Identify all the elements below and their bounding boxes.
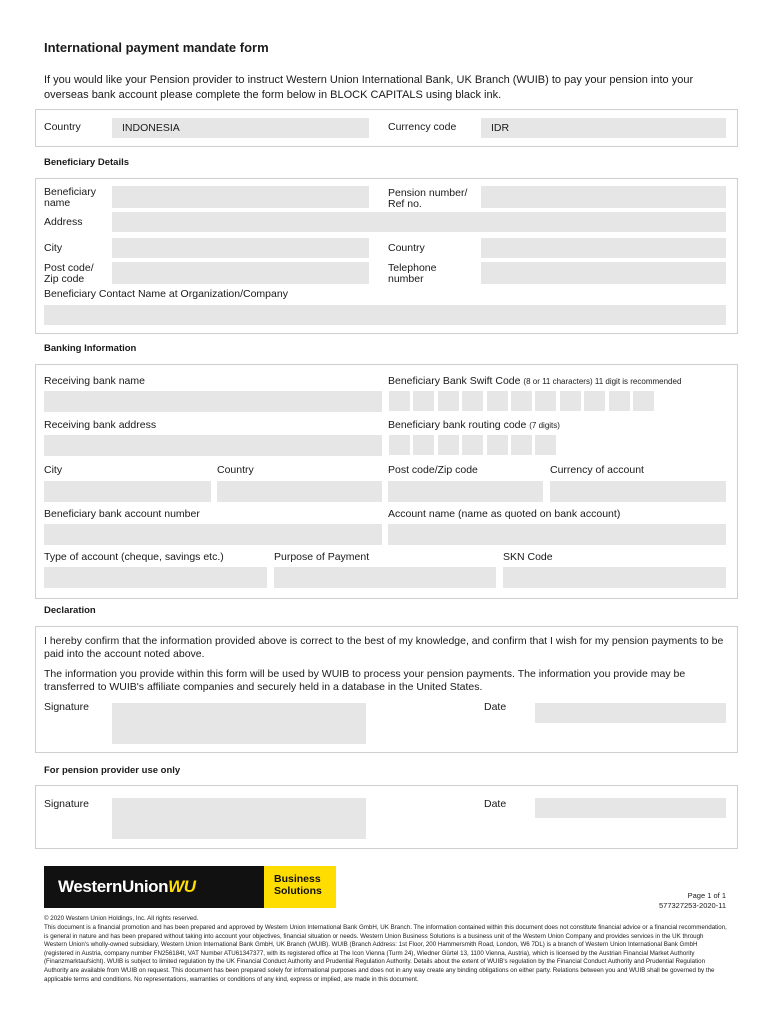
city-label: City [44,242,63,254]
bank-address-field[interactable] [44,435,382,456]
declaration-signature-field[interactable] [112,703,366,744]
routing-code-cell[interactable] [487,435,508,455]
postcode-label: Post code/ Zip code [44,262,94,285]
purpose-label: Purpose of Payment [274,551,370,563]
bank-address-label: Receiving bank address [44,419,157,431]
bank-country-field[interactable] [217,481,382,502]
swift-code-cell[interactable] [487,391,508,411]
beneficiary-name-label: Beneficiary name [44,186,96,209]
swift-code-cell[interactable] [560,391,581,411]
bank-city-field[interactable] [44,481,211,502]
swift-code-cell[interactable] [584,391,605,411]
document-code: 577327253-2020-11 [658,901,726,910]
routing-code-cell[interactable] [389,435,410,455]
provider-signature-label: Signature [44,798,89,810]
provider-heading: For pension provider use only [44,765,181,776]
bank-name-field[interactable] [44,391,382,412]
country-field[interactable]: INDONESIA [112,118,369,138]
banking-heading: Banking Information [44,343,137,354]
routing-code-cell[interactable] [438,435,459,455]
country-label: Country [44,121,81,133]
account-number-field[interactable] [44,524,382,545]
declaration-text-2: The information you provide within this form will be used by WUIB to process your pension payments. The information you provide may be transferred to WUIB's affiliate companies and securely held in a database in the United States. [44,668,686,693]
intro-text: If you would like your Pension provider to instruct Western Union International Bank, UK Branch (WUIB) to pay your pension into your overseas bank account please complete the form below in BLOCK CAPITALS using black ink. [44,74,694,101]
page-number: Page 1 of 1 [687,891,726,900]
beneficiary-country-field[interactable] [481,238,726,258]
provider-signature-field[interactable] [112,798,366,839]
postcode-field[interactable] [112,262,369,284]
routing-code-cell[interactable] [462,435,483,455]
beneficiary-heading: Beneficiary Details [44,157,130,168]
currency-code-field[interactable]: IDR [481,118,726,138]
legal-disclaimer: This document is a financial promotion and has been prepared and approved by Western Union International Bank GmbH, UK Branch. The information contained within this document does not constitute financial advice or a financial recommendation, is general in nature and has been prepared without taking into account your objectives, financial situation or needs. Western Union Business Solutions is a business unit of the Western Union Company and provides services in the UK through Western Union's wholly-owned subsidiary, Western Union International Bank GmbH, UK Branch (WUIB). WUIB (Branch Address: 1st Floor, 200 Hammersmith Road, London, W6 7DL) is a branch of Western Union International Bank GmbH (registered in Austria, company number FN256184t, VAT Number ATU61347377, with its registered office at The Icon Vienna (Turm 24), Wiedner Gürtel 13, 1100 Vienna, Austria), which is licensed by the Austrian Financial Market Authority (Finanzmarktaufsicht). WUIB is subject to limited regulation by the UK Financial Conduct Authority and Prudential Regulation Authority. Details about the extent of WUIB's regulation by the Financial Conduct Authority and Prudential Regulation Authority are available from WUIB on request. This document has been prepared solely for informational purposes and does not in any way create any binding obligations on either party. Relations between you and WUIB shall be governed by the applicable terms and conditions. No representations, warranties or conditions of any kind, express or implied, are made in this document. [44,924,727,983]
swift-code-cell[interactable] [511,391,532,411]
business-solutions-label: Business Solutions [274,873,322,897]
swift-code-cell[interactable] [389,391,410,411]
address-field[interactable] [112,212,726,232]
logo-yellow-panel [264,866,336,908]
page-title: International payment mandate form [44,40,269,55]
declaration-text-1: I hereby confirm that the information provided above is correct to the best of my knowledge, and confirm that I wish for my pension payments to be paid into the account noted above. [44,635,724,660]
routing-code-cell[interactable] [511,435,532,455]
provider-date-label: Date [484,798,507,810]
pension-number-field[interactable] [481,186,726,208]
contact-name-label: Beneficiary Contact Name at Organization/Company [44,288,288,300]
account-number-label: Beneficiary bank account number [44,508,200,520]
western-union-logo [44,866,336,908]
telephone-field[interactable] [481,262,726,284]
beneficiary-name-field[interactable] [112,186,369,208]
telephone-label: Telephone number [388,262,437,285]
logo-wordmark: WesternUnionWU [58,877,196,896]
declaration-signature-label: Signature [44,701,89,713]
account-currency-field[interactable] [550,481,726,502]
contact-name-field[interactable] [44,305,726,325]
swift-code-cell[interactable] [413,391,434,411]
swift-code-cell[interactable] [438,391,459,411]
account-name-field[interactable] [388,524,726,545]
declaration-date-field[interactable] [535,703,726,723]
routing-code-cell[interactable] [413,435,434,455]
skn-code-label: SKN Code [503,551,553,563]
currency-code-label: Currency code [388,121,457,133]
logo-black-panel [44,866,264,908]
city-field[interactable] [112,238,369,258]
address-label: Address [44,216,83,228]
declaration-heading: Declaration [44,605,96,616]
swift-code-cell[interactable] [633,391,654,411]
bank-postcode-field[interactable] [388,481,543,502]
bank-name-label: Receiving bank name [44,375,145,387]
swift-label: Beneficiary Bank Swift Code (8 or 11 characters) 11 digit is recommended [388,375,682,387]
swift-code-cell[interactable] [609,391,630,411]
bank-postcode-label: Post code/Zip code [388,464,478,476]
account-type-field[interactable] [44,567,267,588]
beneficiary-country-label: Country [388,242,425,254]
swift-code-cell[interactable] [462,391,483,411]
provider-date-field[interactable] [535,798,726,818]
declaration-date-label: Date [484,701,507,713]
swift-code-cell[interactable] [535,391,556,411]
bank-city-label: City [44,464,63,476]
copyright-text: © 2020 Western Union Holdings, Inc. All rights reserved. [44,915,199,922]
pension-number-label: Pension number/ Ref no. [388,187,468,210]
routing-code-cell[interactable] [535,435,556,455]
purpose-field[interactable] [274,567,496,588]
skn-code-field[interactable] [503,567,726,588]
account-type-label: Type of account (cheque, savings etc.) [44,551,224,563]
routing-label: Beneficiary bank routing code (7 digits) [388,419,560,431]
bank-country-label: Country [217,464,254,476]
wu-mark: WU [168,877,196,896]
account-currency-label: Currency of account [550,464,644,476]
account-name-label: Account name (name as quoted on bank account) [388,508,621,520]
